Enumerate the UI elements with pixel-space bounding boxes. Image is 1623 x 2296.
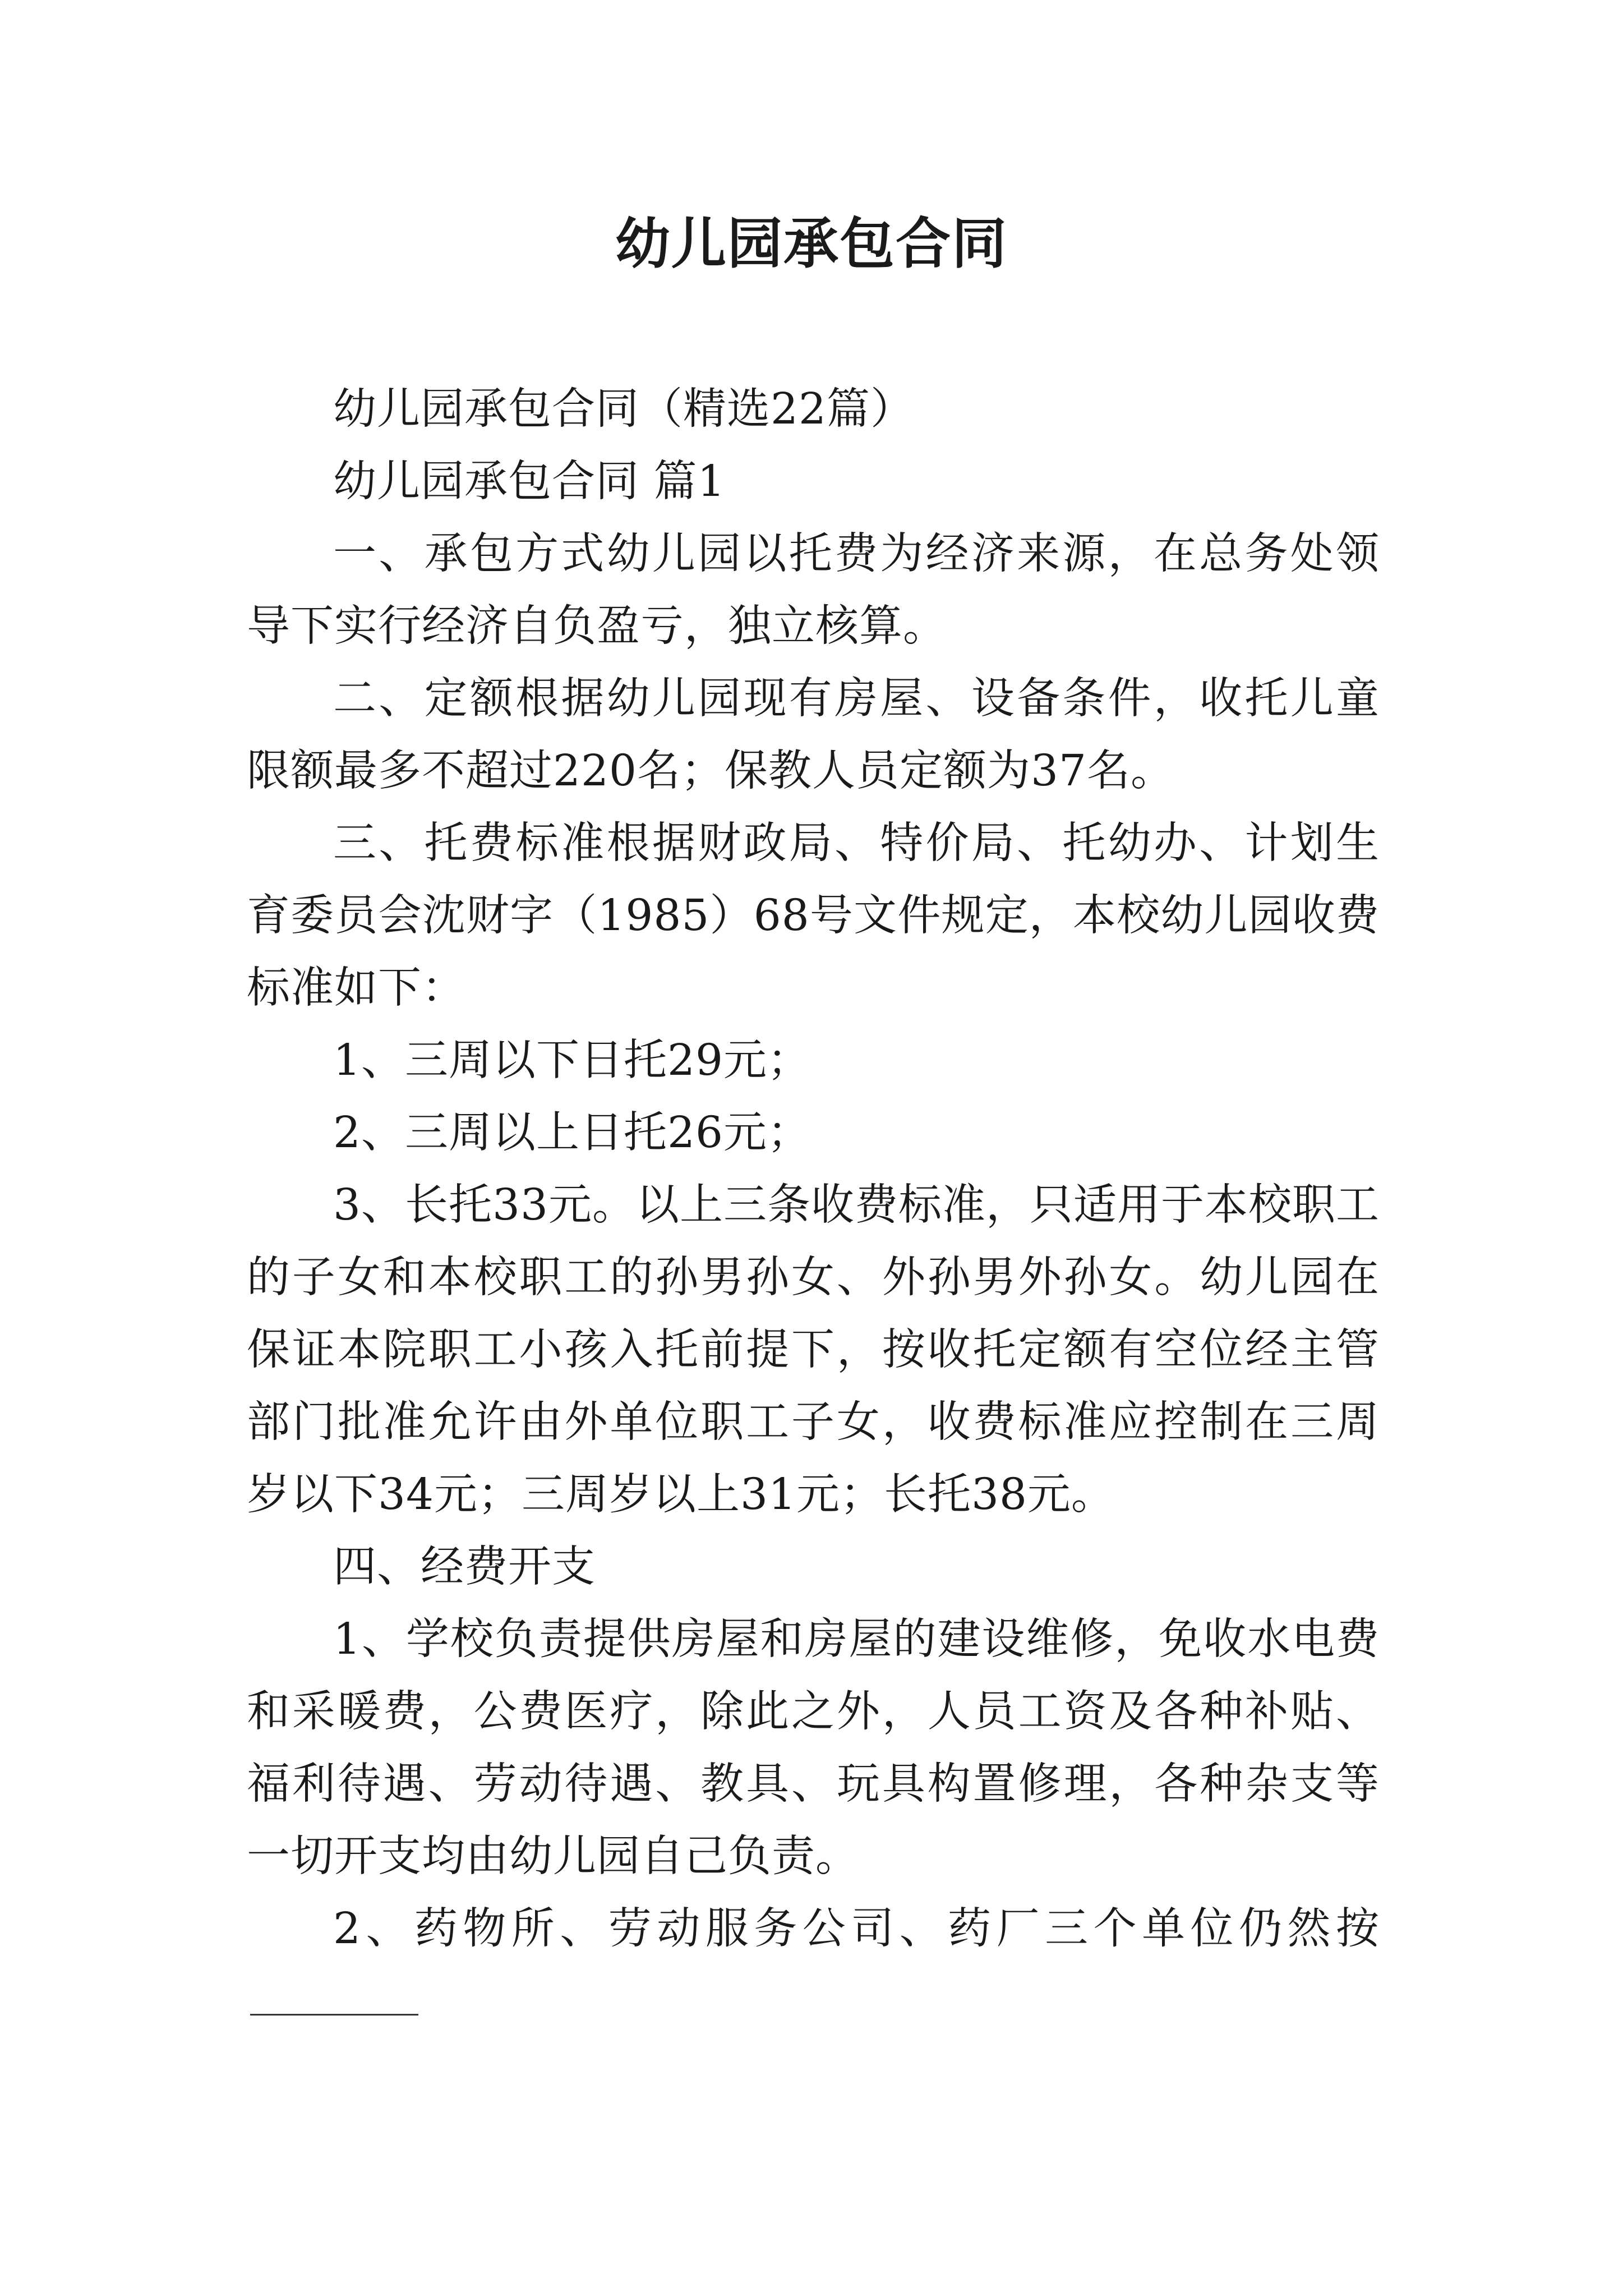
fill-in-blank [250, 2013, 418, 2016]
clause-paragraph: 二、定额根据幼儿园现有房屋、设备条件，收托儿童限额最多不超过220名；保教人员定额为37名。 [247, 674, 1380, 796]
section-heading: 幼儿园承包合同 篇1 [333, 457, 726, 507]
expense-item: 1、学校负责提供房屋和房屋的建设维修，免收水电费和采暖费，公费医疗，除此之外，人员工资及各种补贴、福利待遇、劳动待遇、教具、玩具构置修理，各种杂支等一切开支均由幼儿园自己负责。 [247, 1614, 1380, 1881]
document-title: 幼儿园承包合同 [615, 211, 1008, 276]
fee-item: 3、长托33元。以上三条收费标准，只适用于本校职工的子女和本校职工的孙男孙女、外孙男外孙女。幼儿园在保证本院职工小孩入托前提下，按收托定额有空位经主管部门批准允许由外单位职工子女，收费标准应控制在三周岁以下34元；三周岁以上31元；长托38元。 [247, 1180, 1380, 1520]
fee-item: 2、三周以上日托26元； [333, 1108, 811, 1158]
clause-paragraph: 三、托费标准根据财政局、特价局、托幼办、计划生育委员会沈财字（1985）68号文件规定，本校幼儿园收费标准如下： [247, 818, 1380, 1013]
clause-heading: 四、经费开支 [333, 1542, 596, 1592]
fee-item: 1、三周以下日托29元； [333, 1036, 811, 1085]
clause-paragraph: 一、承包方式幼儿园以托费为经济来源，在总务处领导下实行经济自负盈亏，独立核算。 [247, 529, 1380, 651]
document-body [247, 373, 1380, 2037]
expense-item [247, 1893, 1380, 2037]
expense-item-text: 2、药物所、劳动服务公司、药厂三个单位仍然按 [333, 1904, 1380, 1954]
subtitle-paragraph: 幼儿园承包合同（精选22篇） [333, 384, 914, 434]
